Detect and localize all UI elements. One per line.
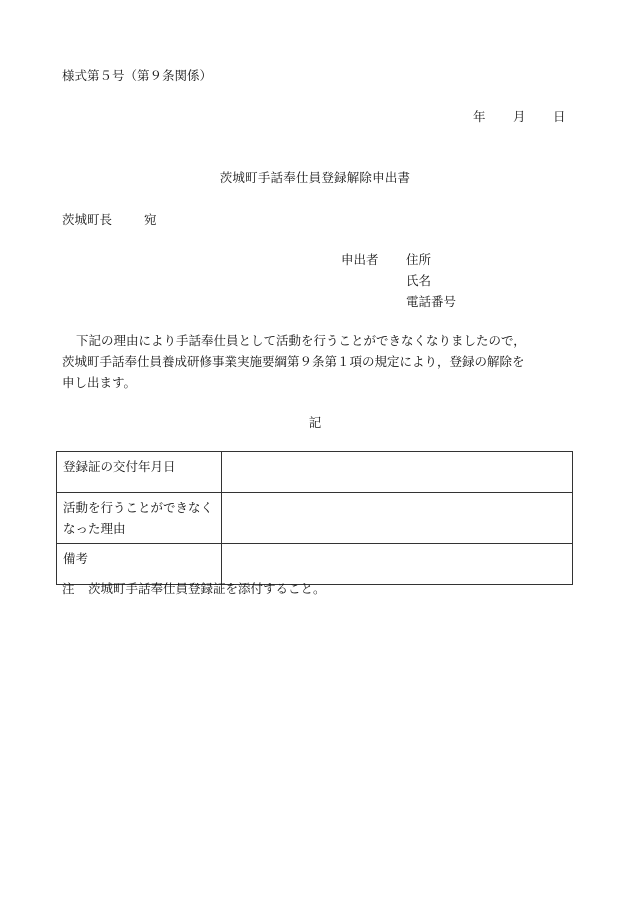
date-year-label: 年 xyxy=(473,109,486,124)
row-value-reason[interactable] xyxy=(222,493,573,544)
note-text: 茨城町手話奉仕員登録証を添付すること。 xyxy=(88,581,326,596)
row-value-issue-date[interactable] xyxy=(222,452,573,493)
date-month-label: 月 xyxy=(513,109,526,124)
row-label-issue-date: 登録証の交付年月日 xyxy=(57,452,222,493)
address-field-label: 住所 xyxy=(406,252,432,267)
table-row xyxy=(57,452,573,493)
applicant-label: 申出者 xyxy=(341,252,379,267)
note-label: 注 xyxy=(62,581,75,596)
document-title: 茨城町手話奉仕員登録解除申出書 xyxy=(219,170,411,185)
ki-heading: 記 xyxy=(308,415,322,430)
row-label-remarks: 備考 xyxy=(57,544,222,585)
addressee xyxy=(62,210,157,228)
record-table xyxy=(56,451,573,585)
addressee-name: 茨城町長 xyxy=(62,212,113,227)
request-body xyxy=(62,330,562,393)
phone-field-label: 電話番号 xyxy=(406,294,457,309)
attachment-note xyxy=(62,579,326,597)
form-number: 様式第５号（第９条関係） xyxy=(62,68,213,83)
body-line-3: 申し出ます。 xyxy=(62,375,137,390)
addressee-honorific: 宛 xyxy=(144,212,157,227)
row-label-reason: 活動を行うことができなくなった理由 xyxy=(57,493,222,544)
table-row xyxy=(57,493,573,544)
date-day-label: 日 xyxy=(553,109,566,124)
body-line-1: 下記の理由により手話奉仕員として活動を行うことができなくなりましたので， xyxy=(76,333,526,348)
name-field-label: 氏名 xyxy=(406,273,432,288)
body-line-2: 茨城町手話奉仕員養成研修事業実施要綱第９条第１項の規定により，登録の解除を xyxy=(62,354,525,369)
